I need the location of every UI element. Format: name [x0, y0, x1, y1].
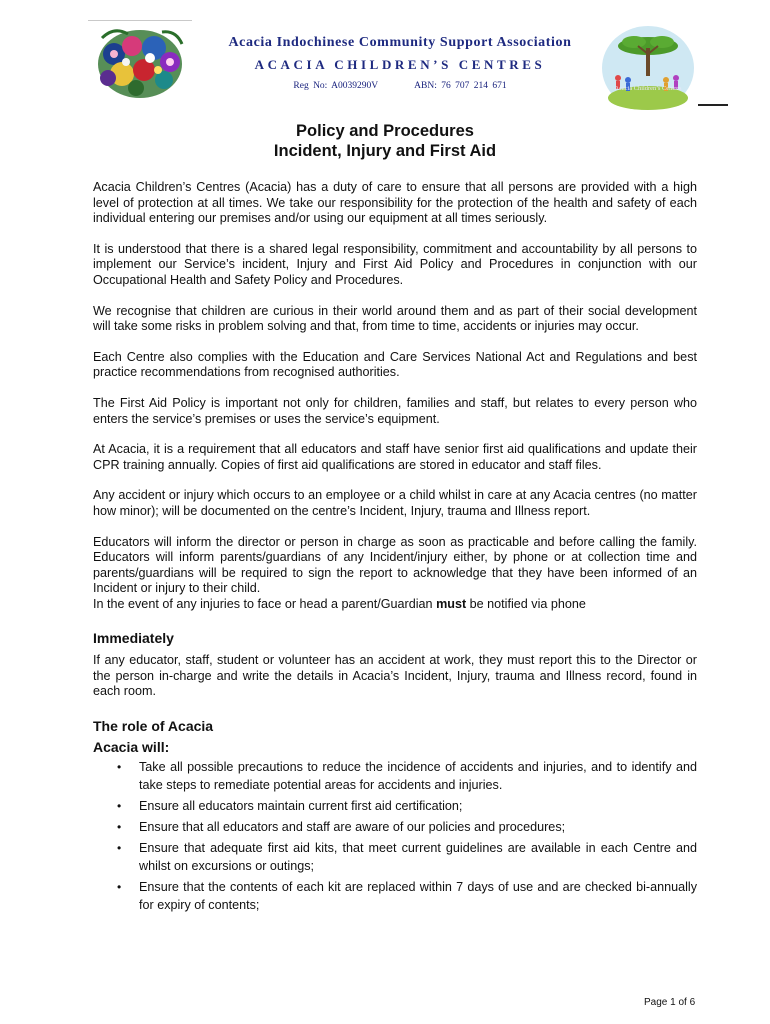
list-item: [93, 878, 697, 914]
organisation-name: Acacia Indochinese Community Support Association: [228, 35, 572, 50]
centres-logo: [600, 20, 696, 112]
bullet-icon: •: [117, 880, 122, 895]
paragraph: Each Centre also complies with the Education and Care Services National Act and Regulations and best practice recommendations from recognised authorities.: [93, 349, 697, 380]
notify-parent-paragraph: [93, 597, 697, 613]
floral-artwork: [84, 18, 196, 102]
paragraph: Any accident or injury which occurs to an employee or a child whilst in care at any Acacia centres (no matter how minor); will be documented on the centre’s Incident, Injury, trauma and Illness report.: [93, 488, 697, 518]
bullet-icon: •: [117, 841, 122, 856]
list-item-text: Ensure that the contents of each kit are replaced within 7 days of use and are checked bi-annually for expiry of contents;: [139, 880, 697, 913]
paragraph: Acacia Children’s Centres (Acacia) has a duty of care to ensure that all persons are provided with a high level of protection at all times. We take our responsibility for the protection of the health and safety of each individual entering our premises and/or using our equipment at all times seriously.: [93, 180, 697, 226]
paragraph: Educators will inform the director or person in charge as soon as practicable and before calling the family. Educators will inform parents/guardians of any Incident/injury either, by phone or at collection time and parents/guardians will be required to sign the report to acknowledge that they have been informed of an Incident or injury to their child.: [93, 534, 697, 596]
centres-logo-text: Acacia Children’s Centres: [614, 85, 682, 92]
bullet-icon: •: [117, 820, 122, 835]
tree-children-artwork: [600, 20, 696, 112]
document-body: [93, 180, 697, 917]
header-right-rule: [698, 104, 728, 106]
notify-text-before: In the event of any injuries to face or head a parent/Guardian: [93, 596, 437, 611]
notify-must-emphasis: must: [436, 596, 467, 611]
list-item: [93, 818, 697, 836]
reg-number: Reg No: A0039290V: [293, 81, 379, 91]
document-title: [0, 121, 770, 161]
paragraph: It is understood that there is a shared legal responsibility, commitment and accountability by all persons to implement our Service’s incident, Injury and First Aid Policy and Procedures in conjunction with our Occupational Health and Safety Policy and Procedures.: [93, 241, 697, 287]
bullet-icon: •: [117, 799, 122, 814]
paragraph: The First Aid Policy is important not only for children, families and staff, but relates to every person who enters the service’s premises or uses the service’s equipment.: [93, 395, 697, 426]
registration-line: [200, 81, 600, 91]
abn-number: ABN: 76 707 214 671: [414, 81, 507, 91]
notify-text-after: be notified via phone: [466, 596, 586, 611]
paragraph: We recognise that children are curious in their world around them and as part of their social development will take some risks in problem solving and that, from time to time, accidents or injuries may occur.: [93, 303, 697, 334]
list-item-text: Take all possible precautions to reduce the incidence of accidents and injuries, and to identify and take steps to remediate potential areas for accidents and injuries.: [139, 760, 697, 793]
role-heading: The role of Acacia: [93, 717, 214, 734]
list-item: [93, 839, 697, 875]
logo-top-rule: [88, 20, 192, 21]
centres-name: ACACIA CHILDREN’S CENTRES: [254, 57, 546, 72]
paragraph: At Acacia, it is a requirement that all educators and staff have senior first aid qualifications and update their CPR training annually. Copies of first aid qualifications are stored in educator and staff files.: [93, 442, 697, 472]
acacia-will-subheading: Acacia will:: [93, 739, 170, 756]
list-item-text: Ensure that adequate first aid kits, that meet current guidelines are available in each Centre and whilst on excursions or outings;: [139, 841, 697, 874]
bullet-icon: •: [117, 760, 122, 775]
list-item: [93, 797, 697, 815]
role-list: [93, 758, 697, 914]
list-item: [93, 758, 697, 794]
association-logo: [84, 18, 196, 102]
organisation-header: [200, 35, 600, 91]
title-line-1: Policy and Procedures: [296, 122, 474, 140]
page-number: Page 1 of 6: [644, 997, 696, 1008]
immediately-paragraph: If any educator, staff, student or volunteer has an accident at work, they must report this to the Director or the person in-charge and write the details in Acacia’s Incident, Injury, trauma and Illness record, found in each room.: [93, 653, 697, 699]
list-item-text: Ensure that all educators and staff are aware of our policies and procedures;: [139, 820, 566, 835]
list-item-text: Ensure all educators maintain current first aid certification;: [139, 799, 463, 814]
immediately-heading: Immediately: [93, 630, 174, 647]
title-line-2: Incident, Injury and First Aid: [273, 142, 497, 160]
